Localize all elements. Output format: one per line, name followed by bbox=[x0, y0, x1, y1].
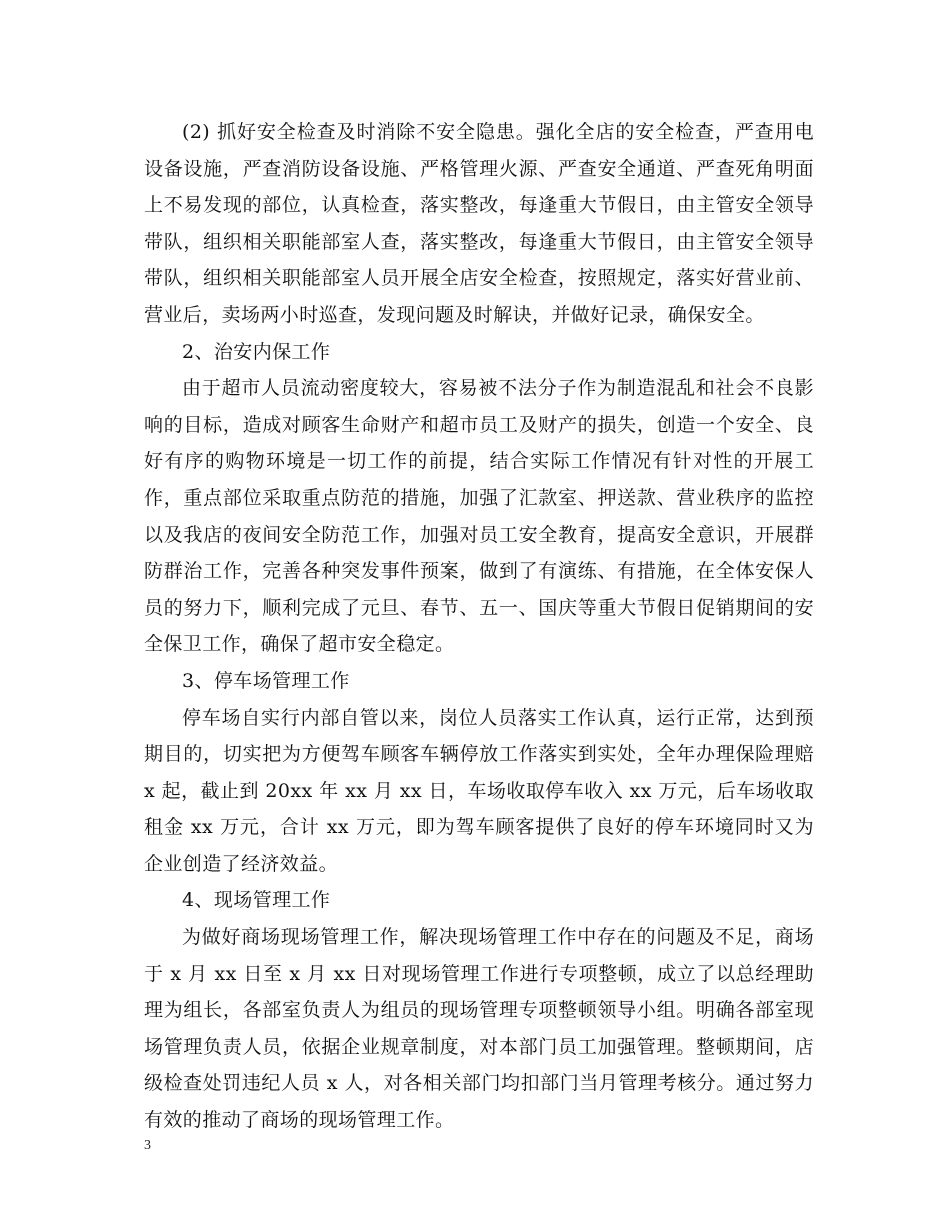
paragraph-safety-inspection: (2) 抓好安全检查及时消除不安全隐患。强化全店的安全检查，严查用电设备设施，严查消防设备设施、严格管理火源、严查安全通道、严查死角明面上不易发现的部位，认真检查，落实整改，每逢重大节假日，由主管安全领导带队，组织相关职能部室人查，落实整改，每逢重大节假日，由主管安全领导带队，组织相关职能部室人员开展全店安全检查，按照规定，落实好营业前、营业后，卖场两小时巡查，发现问题及时解诀，并做好记录，确保安全。 bbox=[144, 121, 814, 326]
heading-security-work: 2、治安内保工作 bbox=[182, 340, 331, 363]
paragraph-parking-management: 停车场自实行内部自管以来，岗位人员落实工作认真，运行正常，达到预期目的，切实把为方便驾车顾客车辆停放工作落实到实处，全年办理保险理赔 x 起，截止到 20xx 年 xx 月 xx 日，车场收取停车收入 xx 万元，后车场收取租金 xx 万元，合计 xx 万元，即为驾车顾客提供了良好的停车环境同时又为企业创造了经济效益。 bbox=[144, 706, 814, 875]
page-number: 3 bbox=[144, 1138, 151, 1153]
heading-parking-management: 3、停车场管理工作 bbox=[182, 669, 350, 692]
heading-site-management: 4、现场管理工作 bbox=[182, 889, 331, 912]
document-body bbox=[144, 114, 814, 1139]
paragraph-site-management: 为做好商场现场管理工作，解决现场管理工作中存在的问题及不足，商场于 x 月 xx 日至 x 月 xx 日对现场管理工作进行专项整顿，成立了以总经理助理为组长，各部室负责人为组员的现场管理专项整顿领导小组。明确各部室现场管理负责人员，依据企业规章制度，对本部门员工加强管理。整顿期间，店级检查处罚违纪人员 x 人，对各相关部门均扣部门当月管理考核分。通过努力有效的推动了商场的现场管理工作。 bbox=[144, 926, 814, 1132]
paragraph-security-work: 由于超市人员流动密度较大，容易被不法分子作为制造混乱和社会不良影响的目标，造成对顾客生命财产和超市员工及财产的损失，创造一个安全、良好有序的购物环境是一切工作的前提，结合实际工作情况有针对性的开展工作，重点部位采取重点防范的措施，加强了汇款室、押送款、营业秩序的监控以及我店的夜间安全防范工作，加强对员工安全教育，提高安全意识，开展群防群治工作，完善各种突发事件预案，做到了有演练、有措施，在全体安保人员的努力下，顺利完成了元旦、春节、五一、国庆等重大节假日促销期间的安全保卫工作，确保了超市安全稳定。 bbox=[144, 377, 814, 656]
